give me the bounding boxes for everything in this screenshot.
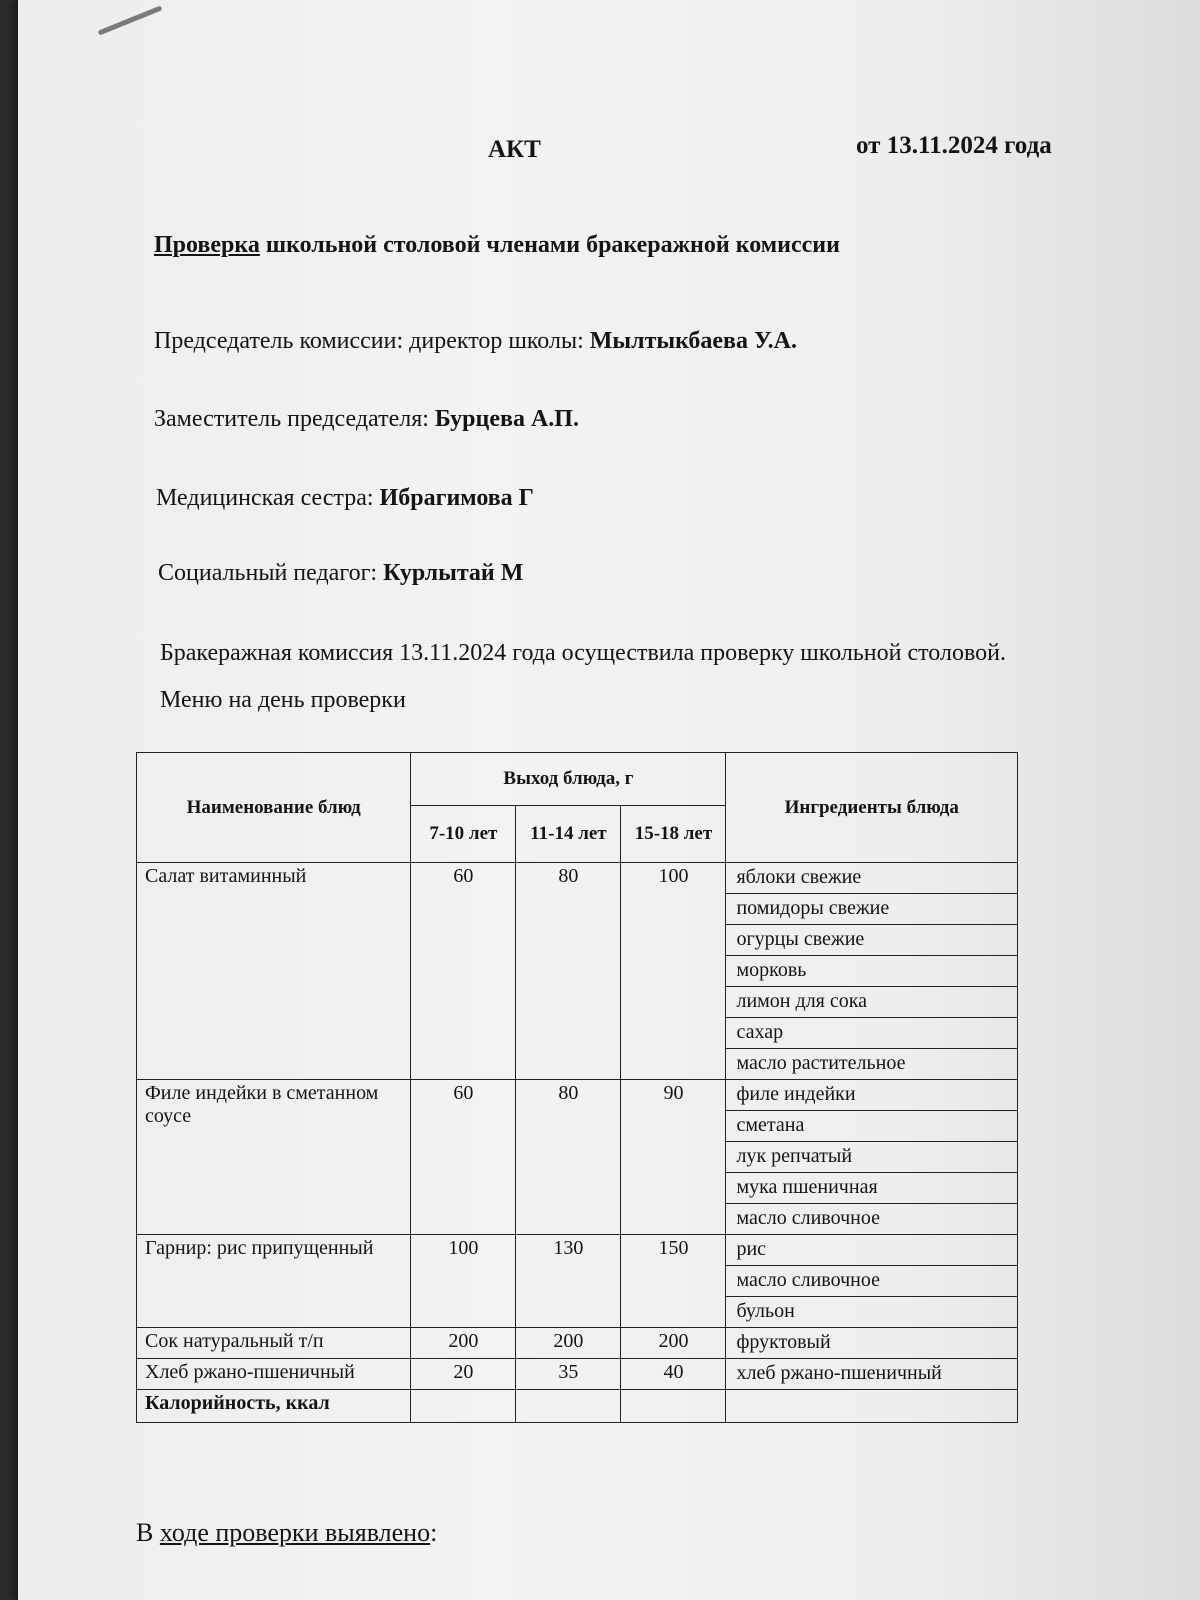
- act-title: АКТ: [488, 136, 541, 163]
- yield-cell: 60: [411, 863, 516, 1080]
- ingredient-cell: масло сливочное: [726, 1266, 1018, 1297]
- act-date: от 13.11.2024 года: [856, 132, 1052, 159]
- ingredient-cell: рис: [726, 1235, 1018, 1266]
- table-row: [137, 863, 1018, 894]
- dish-name-cell: Хлеб ржано-пшеничный: [137, 1359, 411, 1390]
- member-social-pedagogue: [158, 560, 523, 587]
- findings-prefix: В: [136, 1518, 160, 1547]
- ingredient-cell: морковь: [726, 956, 1018, 987]
- dish-name-cell: Сок натуральный т/п: [137, 1328, 411, 1359]
- yield-cell: 200: [621, 1328, 726, 1359]
- member-label: Медицинская сестра:: [156, 485, 380, 511]
- table-row: [137, 1328, 1018, 1359]
- dish-name-cell: Гарнир: рис припущенный: [137, 1235, 411, 1328]
- menu-table: [136, 752, 1018, 1423]
- ingredient-cell: яблоки свежие: [726, 863, 1018, 894]
- table-row: [137, 1080, 1018, 1111]
- ingredient-cell: масло растительное: [726, 1049, 1018, 1080]
- ingredient-cell: сметана: [726, 1111, 1018, 1142]
- findings-underlined: ходе проверки выявлено: [159, 1518, 431, 1547]
- findings-heading: [136, 1518, 437, 1548]
- yield-cell: 130: [516, 1235, 621, 1328]
- table-row: [137, 1359, 1018, 1390]
- empty-cell: [621, 1390, 726, 1423]
- dish-name-cell: Филе индейки в сметанном соусе: [137, 1080, 411, 1235]
- ingredient-cell: лук репчатый: [726, 1142, 1018, 1173]
- intro-paragraph: Бракеражная комиссия 13.11.2024 года осуществила проверку школьной столовой. Меню на день проверки: [160, 640, 1006, 713]
- member-nurse: [156, 485, 534, 512]
- yield-cell: 150: [621, 1235, 726, 1328]
- col-age-15-18: 15-18 лет: [621, 806, 726, 863]
- member-label: Социальный педагог:: [158, 560, 384, 586]
- table-row: [137, 1235, 1018, 1266]
- act-subtitle: [154, 232, 840, 259]
- calories-label: Калорийность, ккал: [137, 1390, 411, 1423]
- ingredient-cell: сахар: [726, 1018, 1018, 1049]
- yield-cell: 200: [516, 1328, 621, 1359]
- yield-cell: 20: [411, 1359, 516, 1390]
- yield-cell: 80: [516, 1080, 621, 1235]
- empty-cell: [411, 1390, 516, 1423]
- ingredient-cell: мука пшеничная: [726, 1173, 1018, 1204]
- col-ingredients-header: Ингредиенты блюда: [726, 753, 1018, 863]
- ingredient-cell: лимон для сока: [726, 987, 1018, 1018]
- findings-suffix: :: [430, 1518, 438, 1547]
- member-deputy: [154, 406, 579, 433]
- empty-cell: [516, 1390, 621, 1423]
- ingredient-cell: огурцы свежие: [726, 925, 1018, 956]
- col-age-7-10: 7-10 лет: [411, 806, 516, 863]
- yield-cell: 40: [621, 1359, 726, 1390]
- ingredient-cell: филе индейки: [726, 1080, 1018, 1111]
- member-name: Мылтыкбаева У.А.: [589, 328, 798, 354]
- total-row: [137, 1390, 1018, 1423]
- ingredient-cell: бульон: [726, 1297, 1018, 1328]
- yield-cell: 60: [411, 1080, 516, 1235]
- ingredient-cell: помидоры свежие: [726, 894, 1018, 925]
- member-name: Курлытай М: [383, 560, 524, 586]
- yield-cell: 35: [516, 1359, 621, 1390]
- ingredient-cell: фруктовый: [726, 1328, 1018, 1359]
- document-page: [18, 0, 1200, 1600]
- dish-name-cell: Салат витаминный: [137, 863, 411, 1080]
- yield-cell: 90: [621, 1080, 726, 1235]
- empty-cell: [726, 1390, 1018, 1423]
- member-name: Бурцева А.П.: [434, 406, 579, 432]
- member-name: Ибрагимова Г: [379, 485, 534, 511]
- yield-cell: 100: [621, 863, 726, 1080]
- col-age-11-14: 11-14 лет: [516, 806, 621, 863]
- subtitle-rest: школьной столовой членами бракеражной комиссии: [259, 232, 840, 258]
- menu-body: [137, 863, 1018, 1423]
- member-label: Заместитель председателя:: [154, 406, 435, 432]
- member-chairman: [154, 328, 797, 355]
- col-yield-header: Выход блюда, г: [411, 753, 726, 806]
- table-header-row: [137, 753, 1018, 806]
- yield-cell: 100: [411, 1235, 516, 1328]
- col-dish-header: Наименование блюд: [137, 753, 411, 863]
- ingredient-cell: масло сливочное: [726, 1204, 1018, 1235]
- staple-mark: [98, 5, 163, 35]
- member-label: Председатель комиссии: директор школы:: [154, 328, 590, 354]
- ingredient-cell: хлеб ржано-пшеничный: [726, 1359, 1018, 1390]
- yield-cell: 200: [411, 1328, 516, 1359]
- subtitle-underlined: Проверка: [154, 232, 260, 258]
- yield-cell: 80: [516, 863, 621, 1080]
